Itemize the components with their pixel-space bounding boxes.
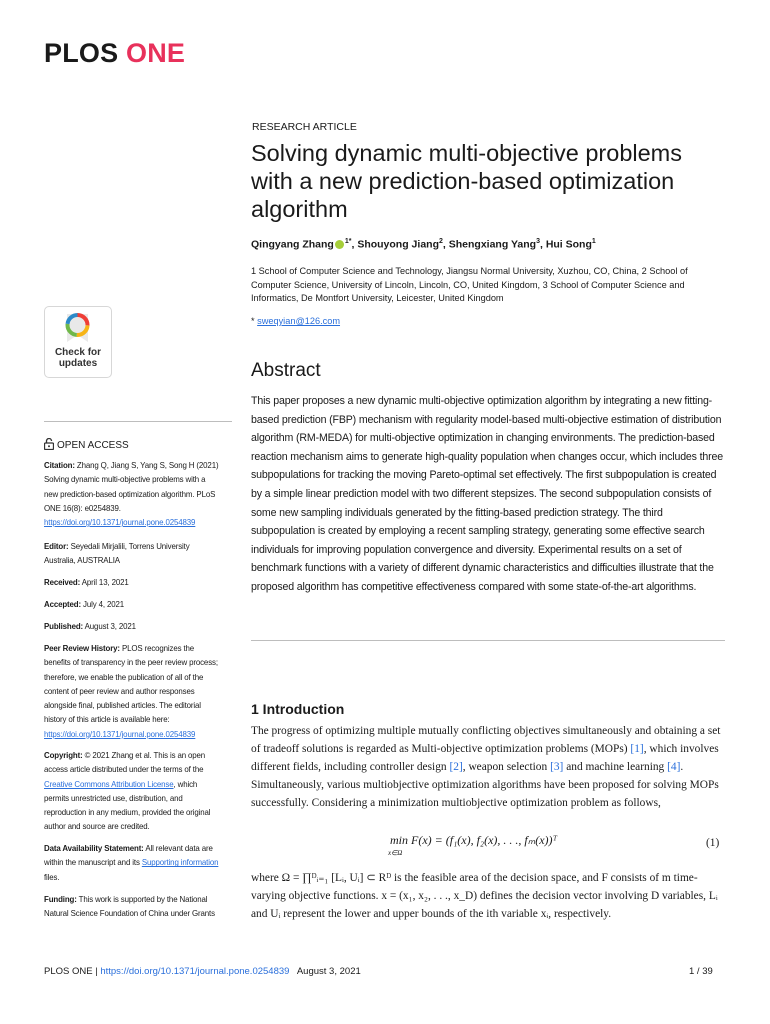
badge-line1: Check for — [54, 347, 102, 358]
section-heading: 1 Introduction — [251, 701, 345, 717]
journal-name-part2: ONE — [126, 38, 186, 68]
published-date: August 3, 2021 — [84, 621, 136, 631]
check-for-updates-badge[interactable] — [44, 306, 112, 378]
citation-text: Zhang Q, Jiang S, Yang S, Song H (2021) Solving dynamic multi-objective problems with a new prediction-based optimization algorithm. PLoS ONE 16(8): e0254839. — [44, 460, 219, 513]
open-access-label — [44, 438, 129, 451]
accepted-label: Accepted: — [44, 599, 81, 609]
copyright-text: © 2021 Zhang et al. This is an open access article distributed under the terms of the — [44, 750, 206, 775]
divider — [251, 640, 725, 641]
copyright-block — [44, 748, 221, 834]
copyright-label: Copyright: — [44, 750, 83, 760]
license-link[interactable]: Creative Commons Attribution License — [44, 778, 174, 789]
funding-block — [44, 892, 221, 921]
equation-subscript: x∈Ω — [388, 849, 403, 857]
author-name[interactable]: Shengxiang Yang — [448, 238, 537, 251]
received-date: April 13, 2021 — [81, 577, 129, 587]
received-label: Received: — [44, 577, 81, 587]
editor-block — [44, 539, 221, 568]
author-sup: 2 — [438, 238, 443, 245]
intro-paragraph-2: where Ω = ∏ᴰᵢ₌₁ [Lᵢ, Uᵢ] ⊂ Rᴰ is the feasible area of the decision space, and F consists of m time-varying objective functions. x = (x₁, x₂, . . ., x_D) defines the decision vector involving D variables, Lᵢ and Uᵢ represent the lower and upper bounds of the ith variable xᵢ, respectively. — [251, 872, 718, 920]
page-number: 1 / 39 — [689, 966, 713, 977]
author-name[interactable]: Shouyong Jiang — [357, 238, 439, 251]
email-link[interactable]: sweqyian@126.com — [257, 316, 341, 326]
author-name[interactable]: Qingyang Zhang — [251, 238, 334, 251]
peer-review-text: PLOS recognizes the benefits of transparency in the peer review process; therefore, we enable the publication of all of the content of peer review and author responses alongside final, published articles. The editorial history of this article is available here: — [44, 643, 218, 725]
orcid-icon[interactable] — [335, 240, 344, 249]
journal-name-part1: PLOS — [44, 38, 119, 68]
abstract-text: This paper proposes a new dynamic multi-objective optimization algorithm by integrating a new fitting-based prediction (FBP) mechanism with regularity model-based multi-objective estimation of distribution algorithm (RM-MEDA) for multi-objective optimization in changing environments. The prediction-based reaction mechanism aims to generate high-quality population when changes occur, which includes three subpopulations for tracking the moving Pareto-optimal set effectively. The first subpopulation is created by a simple linear prediction model with two different stepsizes. The second subpopulation consists of some new sampling individuals generated by the fitting-based prediction strategy. The third subpopulation is created by employing a recent sampling strategy, generating some effective search individuals for improving population convergence and diversity. Experimental results on a set of benchmark functions with a variety of different dynamic characteristics and difficulties illustrate that the proposed algorithm has competitive effectiveness compared with some state-of-the-art algorithms. — [251, 395, 724, 593]
supporting-info-link[interactable]: Supporting information — [141, 857, 219, 868]
data-availability-text: All relevant data are within the manuscript and its — [44, 843, 213, 868]
funding-label: Funding: — [44, 894, 77, 904]
funding-text: This work is supported by the National Natural Science Foundation of China under Grants — [44, 894, 215, 919]
badge-line2: updates — [58, 358, 98, 369]
abstract-heading: Abstract — [251, 360, 321, 381]
data-availability-block — [44, 841, 221, 884]
received-block — [44, 575, 221, 589]
open-lock-icon — [44, 438, 54, 450]
reference-link[interactable]: [4] — [667, 761, 681, 773]
peer-review-block — [44, 641, 221, 741]
sidebar-divider — [44, 421, 232, 422]
journal-logo — [44, 38, 185, 69]
intro-text: , weapon selection — [462, 761, 551, 773]
citation-block — [44, 458, 221, 529]
peer-review-label: Peer Review History: — [44, 643, 120, 653]
corresponding-email — [251, 316, 340, 326]
equation-number: (1) — [706, 837, 720, 849]
reference-link[interactable]: [3] — [550, 761, 564, 773]
author-sup: 1 — [591, 238, 596, 245]
editor-text: Seyedali Mirjalili, Torrens University Australia, AUSTRALIA — [44, 541, 190, 566]
citation-label: Citation: — [44, 460, 75, 470]
bookmark-ring-icon — [64, 312, 91, 344]
accepted-date: July 4, 2021 — [83, 599, 125, 609]
badge-text — [45, 347, 111, 369]
published-label: Published: — [44, 621, 84, 631]
author-sup: 3 — [536, 238, 540, 245]
reference-link[interactable]: [1] — [630, 743, 644, 755]
intro-text: . Simultaneously, various multiobjective optimization algorithms have been proposed for solving MOPs successfully. Considering a minimization multiobjective optimization problem as follows, — [251, 761, 719, 809]
editor-label: Editor: — [44, 541, 69, 551]
email-prefix: * — [251, 316, 255, 326]
data-availability-label: Data Availability Statement: — [44, 843, 144, 853]
article-title: Solving dynamic multi-objective problems with a new prediction-based optimization algorithm — [251, 140, 683, 222]
footer-date: August 3, 2021 — [296, 966, 361, 977]
article-type: RESEARCH ARTICLE — [252, 121, 357, 133]
intro-text: and machine learning — [563, 761, 668, 773]
reference-link[interactable]: [2] — [449, 761, 463, 773]
footer-journal: PLOS ONE — [44, 966, 93, 977]
data-availability-end: files. — [44, 871, 60, 882]
intro-paragraph — [251, 722, 725, 812]
accepted-block — [44, 597, 221, 611]
citation-doi-link[interactable]: https://doi.org/10.1371/journal.pone.0254839 — [44, 517, 196, 528]
author-list: Qingyang Zhang $^{1*}$, Shouyong Jiang$^2$, Shengxiang Yang$^3$, Hui Song$^1$ — [251, 238, 596, 251]
author-name[interactable]: Hui Song — [545, 238, 592, 251]
intro-text: The progress of optimizing multiple mutually conflicting objectives simultaneously and obtaining a set of tradeoff solutions is regarded as Multi-objective optimization problems (MOPs) — [251, 725, 721, 755]
copyright-text-end: , which permits unrestricted use, distribution, and reproduction in any medium, provided the original author and source are credited. — [44, 778, 211, 832]
published-block — [44, 619, 221, 633]
footer — [44, 966, 361, 977]
intro-text: , which involves different fields, including controller design — [251, 743, 719, 773]
peer-review-link[interactable]: https://doi.org/10.1371/journal.pone.0254839 — [44, 728, 196, 739]
affiliations: 1 School of Computer Science and Technology, Jiangsu Normal University, Xuzhou, CO, China, 2 School of Computer Science, University of Lincoln, Lincoln, CO, United Kingdom, 3 School of Computer Science and Informatics, De Montfort University, Leicester, United Kingdom — [251, 266, 688, 303]
footer-doi-link[interactable]: https://doi.org/10.1371/journal.pone.0254839 — [100, 966, 290, 977]
equation: min F(x) = (f₁(x), f₂(x), . . ., fₘ(x))ᵀ — [390, 833, 558, 847]
footer-separator: | — [95, 966, 98, 977]
open-access-text: OPEN ACCESS — [57, 440, 129, 451]
author-sup: 1* — [344, 238, 352, 245]
